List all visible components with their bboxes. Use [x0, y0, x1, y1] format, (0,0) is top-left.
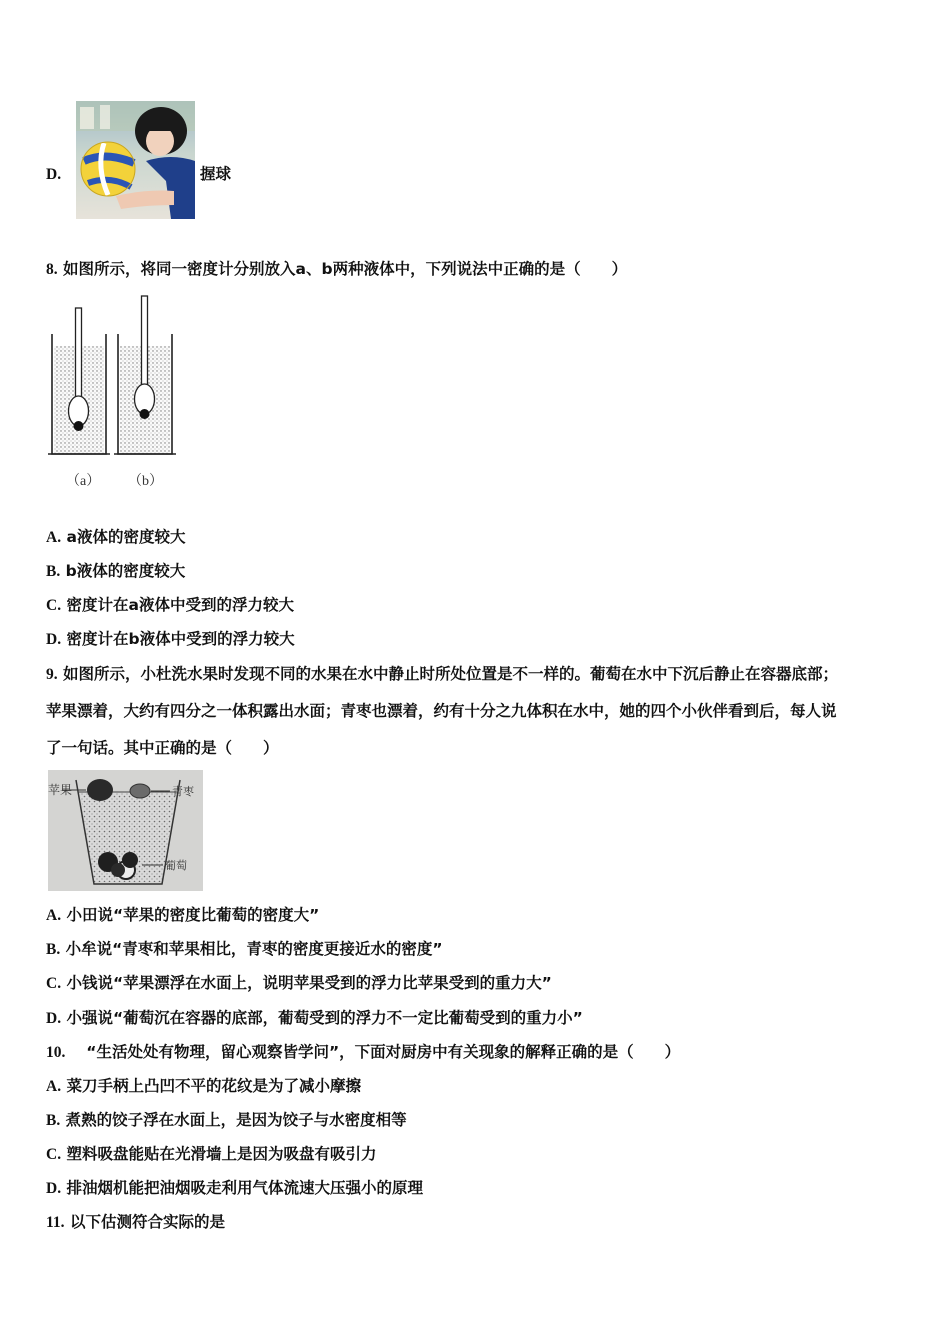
figure-label-b: （b）: [128, 474, 163, 489]
q10-option-d: D. 排油烟机能把油烟吸走利用气体流速大压强小的原理: [46, 1179, 423, 1197]
q9-option-a: A. 小田说“苹果的密度比葡萄的密度大”: [46, 906, 320, 924]
fruit-container-figure: [48, 770, 203, 891]
q7-option-d: [46, 163, 61, 186]
q8-option-c: C. 密度计在a液体中受到的浮力较大: [46, 596, 294, 614]
question-text: 如图所示，将同一密度计分别放入a、b两种液体中，下列说法中正确的是（ ）: [63, 260, 628, 278]
label-apple: 苹果: [48, 783, 73, 797]
q9-option-d: D. 小强说“葡萄沉在容器的底部，葡萄受到的浮力不一定比葡萄受到的重力小”: [46, 1009, 583, 1027]
q9-stem-line1: 9. 如图所示，小杜洗水果时发现不同的水果在水中静止时所处位置是不一样的。葡萄在水中下沉后静止在容器底部；: [46, 665, 839, 683]
question-number: 9.: [46, 666, 58, 683]
q10-option-b: B. 煮熟的饺子浮在水面上，是因为饺子与水密度相等: [46, 1111, 407, 1129]
question-number: 8.: [46, 261, 58, 278]
volleyball-photo: [76, 101, 195, 219]
q11-stem: 11. 以下估测符合实际的是: [46, 1213, 225, 1231]
hydrometer-diagram: [48, 294, 178, 459]
hydrometer-figure: [48, 294, 178, 490]
q9-option-b: B. 小牟说“青枣和苹果相比，青枣的密度更接近水的密度”: [46, 940, 443, 958]
q10-option-c: C. 塑料吸盘能贴在光滑墙上是因为吸盘有吸引力: [46, 1145, 377, 1163]
question-number: 10.: [46, 1044, 66, 1061]
figure-label-a: （a）: [66, 474, 101, 489]
label-jujube: 青枣: [172, 785, 194, 798]
volleyball-photo-svg: [76, 101, 195, 219]
q8-option-b: B. b液体的密度较大: [46, 562, 186, 580]
q10-option-a: A. 菜刀手柄上凸凹不平的花纹是为了减小摩擦: [46, 1077, 361, 1095]
option-letter: D.: [46, 166, 62, 183]
label-grape: 葡萄: [165, 859, 187, 872]
q10-stem: 10. “生活处处有物理，留心观察皆学问”，下面对厨房中有关现象的解释正确的是（ ）: [46, 1043, 681, 1061]
q9-option-c: C. 小钱说“苹果漂浮在水面上，说明苹果受到的浮力比苹果受到的重力大”: [46, 974, 552, 992]
q8-option-a: A. a液体的密度较大: [46, 528, 186, 546]
question-number: 11.: [46, 1214, 65, 1231]
q7-option-d-text: 握球: [200, 165, 232, 183]
q8-option-d: D. 密度计在b液体中受到的浮力较大: [46, 630, 295, 648]
q8-stem: [46, 258, 627, 281]
q9-stem-line3: 了一句话。其中正确的是（ ）: [46, 739, 279, 757]
q9-stem-line2: 苹果漂着，大约有四分之一体积露出水面；青枣也漂着，约有十分之九体积在水中，她的四个小伙伴看到后，每人说: [46, 702, 837, 720]
